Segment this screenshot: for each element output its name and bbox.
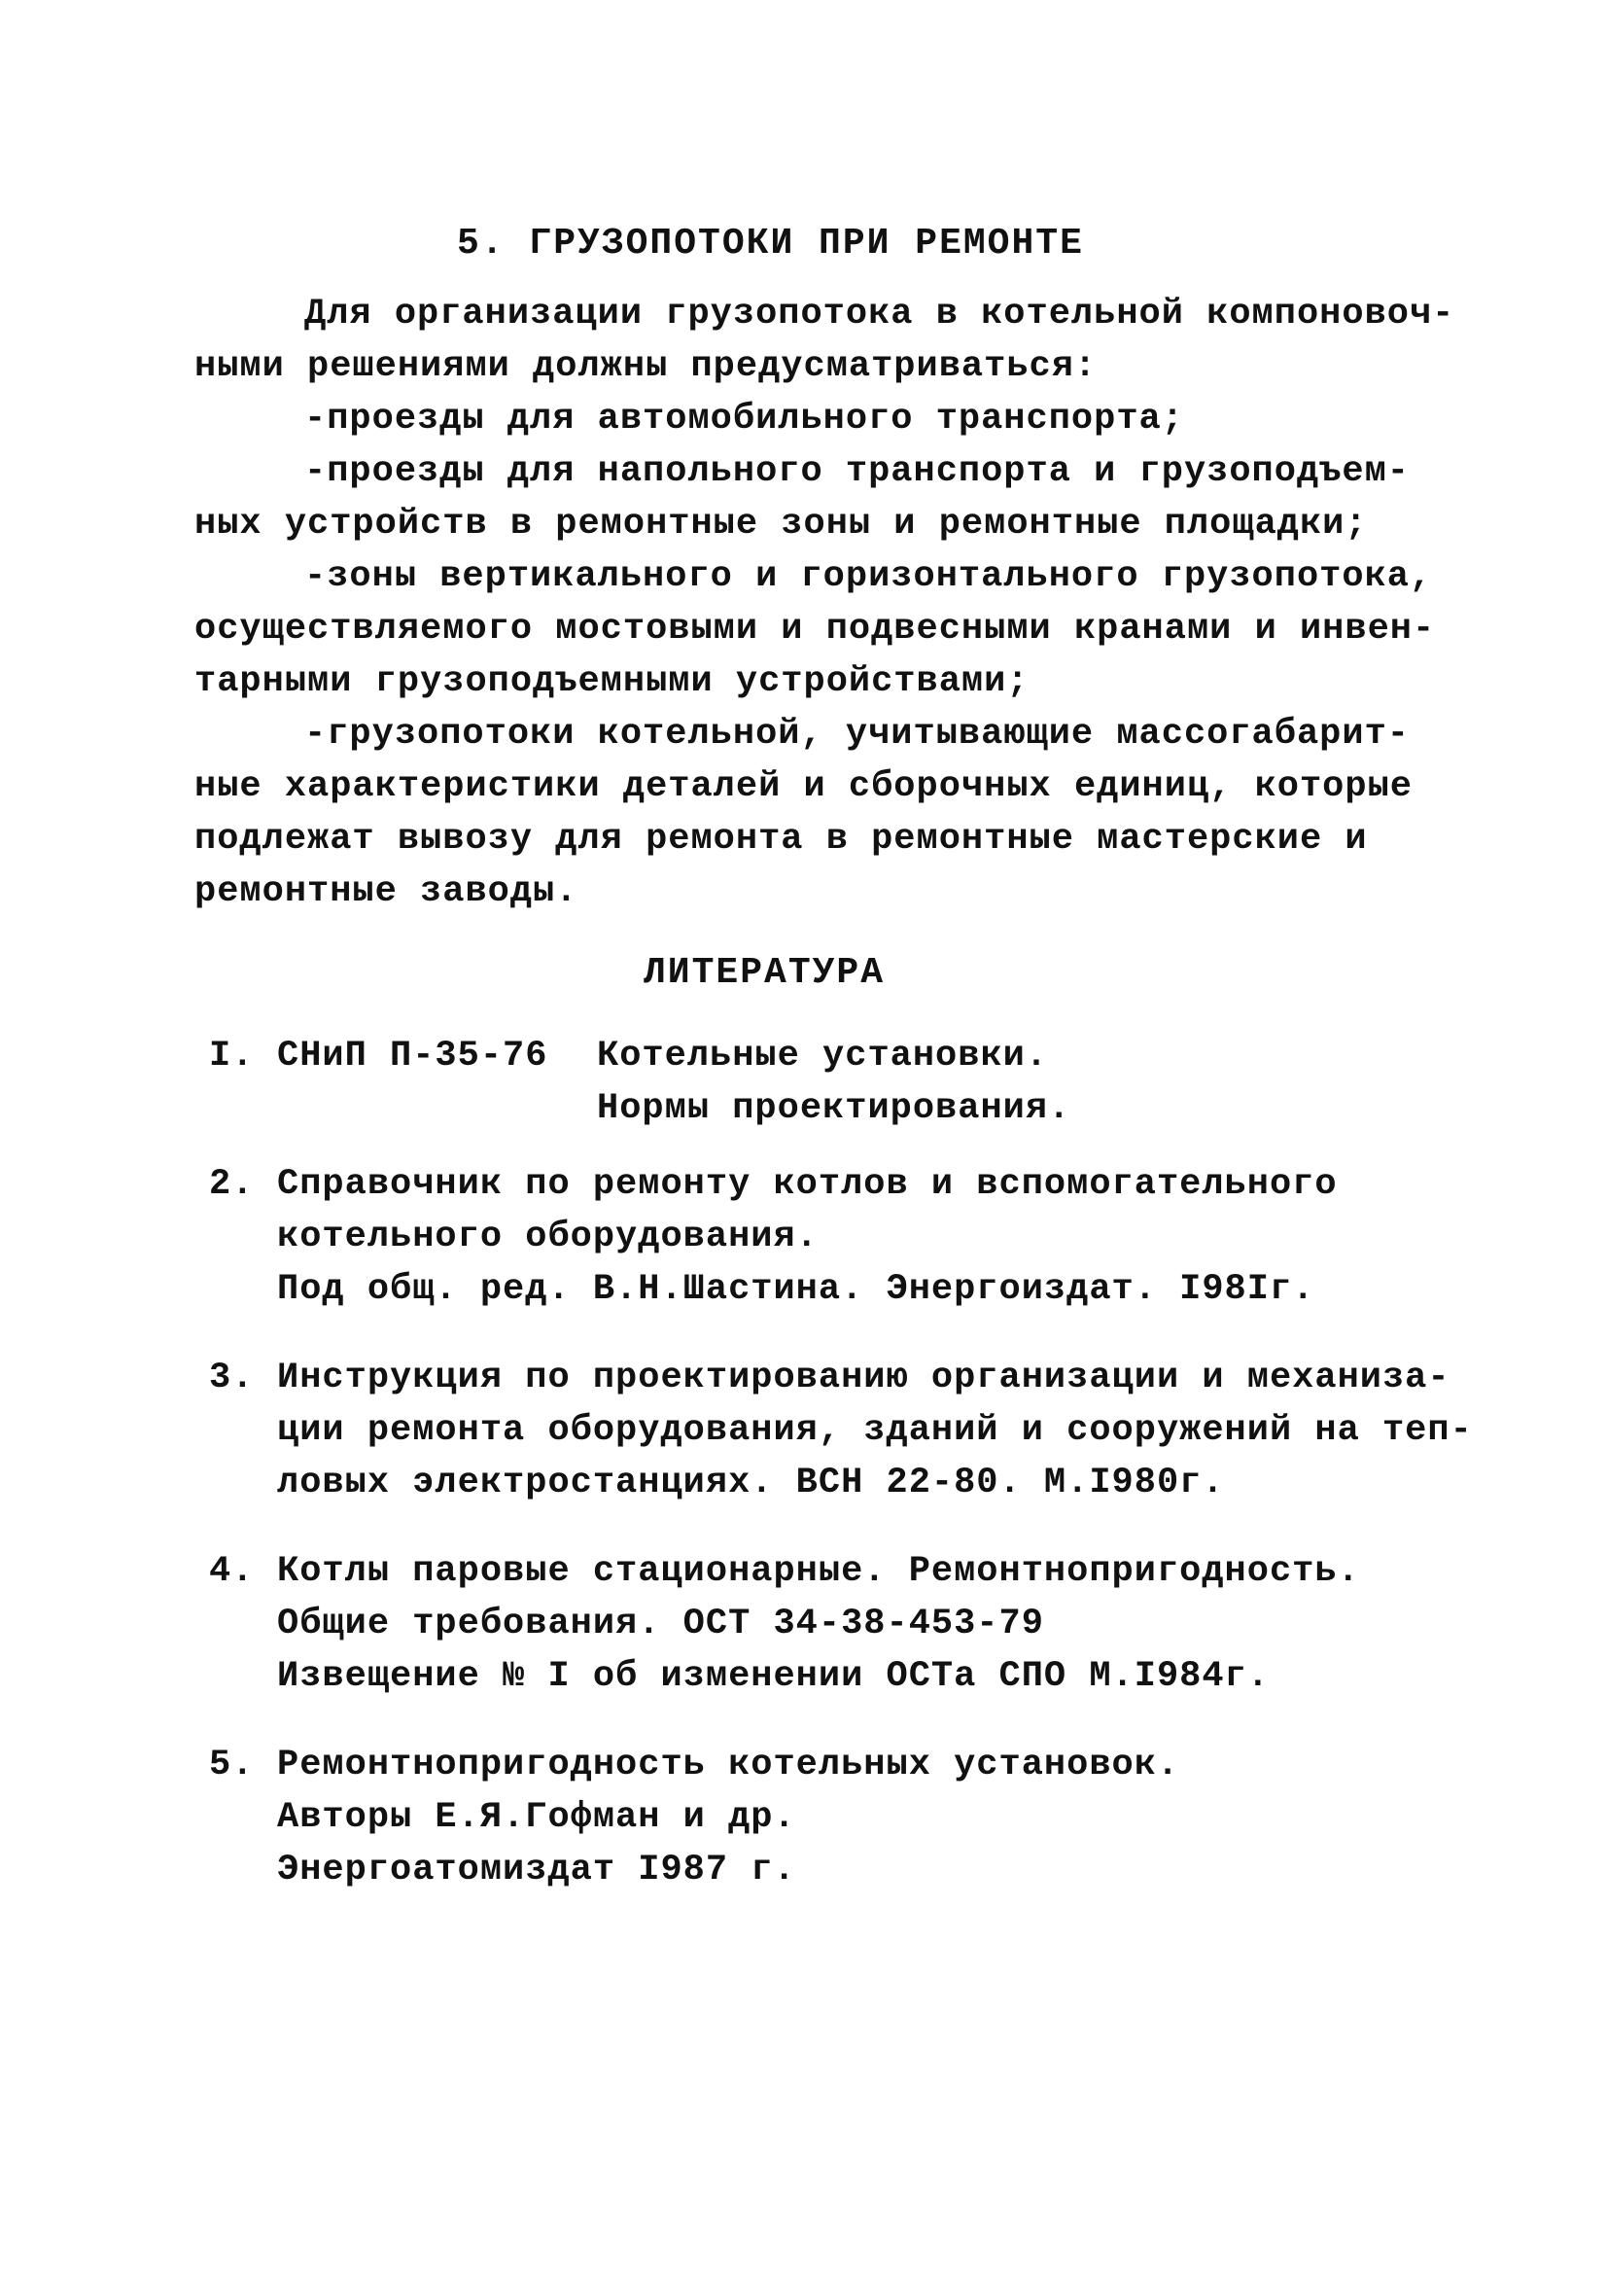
list-item-line: -зоны вертикального и горизонтального грузопотока, (304, 556, 1433, 597)
list-item-line: -проезды для напольного транспорта и грузоподъем- (304, 451, 1410, 492)
intro-line: Для организации грузопотока в котельной компоновоч- (304, 294, 1455, 335)
reference-line: Под общ. ред. В.Н.Шастина. Энергоиздат. I98Iг. (277, 1269, 1315, 1310)
reference-line: Справочник по ремонту котлов и вспомогательного (277, 1164, 1338, 1205)
section-title: 5. ГРУЗОПОТОКИ ПРИ РЕМОНТЕ (457, 223, 1084, 265)
reference-line: Нормы проектирования. (597, 1088, 1071, 1129)
reference-line: Авторы Е.Я.Гофман и др. (277, 1797, 796, 1838)
list-item-line: тарными грузоподъемными устройствами; (194, 661, 1030, 702)
reference-number: 4. (209, 1551, 255, 1592)
reference-line: Извещение № I об изменении ОСТа СПО М.I984г. (277, 1656, 1270, 1697)
reference-code: СНиП П-35-76 (277, 1036, 548, 1077)
reference-line: Общие требования. ОСТ 34-38-453-79 (277, 1604, 1044, 1644)
intro-line: ными решениями должны предусматриваться: (194, 346, 1098, 387)
reference-line: ции ремонта оборудования, зданий и сооружений на теп- (277, 1410, 1473, 1451)
reference-line: Котлы паровые стационарные. Ремонтнопригодность. (277, 1551, 1360, 1592)
reference-line: ловых электростанциях. ВСН 22-80. М.I980г. (277, 1463, 1225, 1503)
reference-number: 5. (209, 1745, 255, 1785)
reference-number: 2. (209, 1164, 255, 1205)
reference-line: Ремонтнопригодность котельных установок. (277, 1745, 1180, 1785)
reference-line: котельного оборудования. (277, 1217, 819, 1257)
list-item-line: -проезды для автомобильного транспорта; (304, 399, 1184, 440)
list-item-line: осуществляемого мостовыми и подвесными кранами и инвен- (194, 609, 1436, 650)
reference-number: I. (209, 1036, 255, 1077)
list-item-line: подлежат вывозу для ремонта в ремонтные мастерские и (194, 819, 1368, 860)
reference-line: Котельные установки. (597, 1036, 1049, 1077)
list-item-line: ные характеристики деталей и сборочных единиц, которые (194, 766, 1413, 807)
literature-title: ЛИТЕРАТУРА (644, 952, 886, 994)
reference-line: Инструкция по проектированию организации и механиза- (277, 1358, 1450, 1398)
reference-number: 3. (209, 1358, 255, 1398)
list-item-line: ремонтные заводы. (194, 871, 578, 912)
reference-line: Энергоатомиздат I987 г. (277, 1850, 796, 1890)
list-item-line: -грузопотоки котельной, учитывающие массогабарит- (304, 714, 1410, 755)
list-item-line: ных устройств в ремонтные зоны и ремонтные площадки; (194, 504, 1368, 545)
